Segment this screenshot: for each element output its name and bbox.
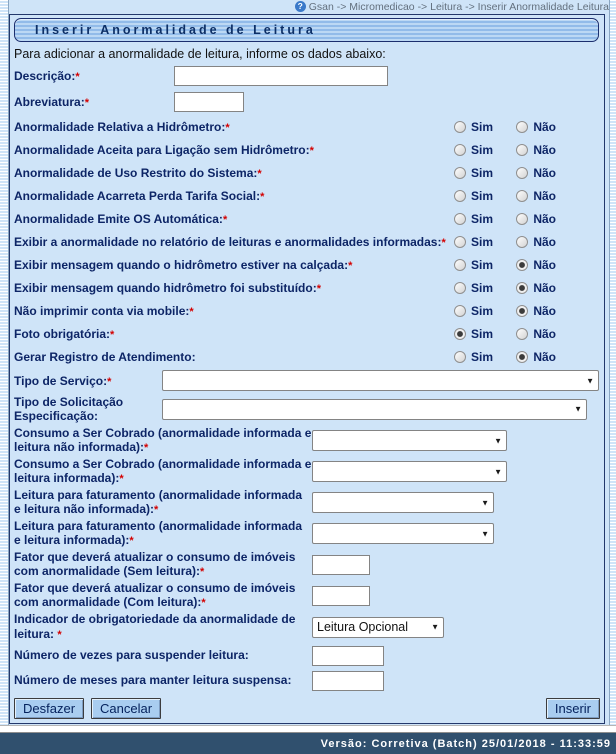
radio-nao[interactable]: Não: [516, 120, 556, 134]
radio-sim[interactable]: Sim: [454, 304, 493, 318]
field-row-consumo-informada: Consumo a Ser Cobrado (anormalidade informada e leitura informada):* ▼: [10, 456, 604, 487]
descricao-label: Descrição:*: [14, 69, 80, 83]
radio-sim[interactable]: Sim: [454, 258, 493, 272]
chevron-down-icon: [312, 492, 494, 513]
field-row-descricao: [10, 63, 604, 89]
radio-sim[interactable]: Sim: [454, 120, 493, 134]
radio-nao[interactable]: Não: [516, 327, 556, 341]
radio-nao[interactable]: Não: [516, 212, 556, 226]
radio-sim[interactable]: Sim: [454, 189, 493, 203]
tipo-servico-select[interactable]: [162, 370, 599, 391]
abreviatura-input[interactable]: [174, 92, 244, 112]
radio-row-mensagem-substituido: Exibir mensagem quando hidrômetro foi substituído:* Sim Não: [14, 280, 556, 295]
radio-group: [454, 258, 556, 272]
radio-nao[interactable]: Não: [516, 143, 556, 157]
radio-nao[interactable]: Não: [516, 166, 556, 180]
radio-sim[interactable]: Sim: [454, 350, 493, 364]
radio-row-exibir-relatorio: Exibir a anormalidade no relatório de leituras e anormalidades informadas:* Sim Não: [14, 234, 556, 249]
help-icon[interactable]: ?: [295, 1, 306, 12]
chevron-down-icon: [162, 370, 599, 391]
field-row-fator-com-leitura: Fator que deverá atualizar o consumo de imóveis com anormalidade (Com leitura):*: [10, 580, 604, 611]
cancelar-button[interactable]: Cancelar: [91, 698, 161, 719]
leitura-informada-select[interactable]: [312, 523, 494, 544]
field-row-numero-meses: Número de meses para manter leitura suspensa:: [10, 668, 604, 693]
indicador-obrigatoriedade-select[interactable]: [312, 617, 444, 638]
page-title: Inserir Anormalidade de Leitura: [14, 18, 599, 42]
radio-group: [454, 120, 556, 134]
numero-vezes-input[interactable]: [312, 646, 384, 666]
leitura-nao-informada-select[interactable]: [312, 492, 494, 513]
fator-com-leitura-input[interactable]: [312, 586, 370, 606]
numero-meses-input[interactable]: [312, 671, 384, 691]
radio-group: [454, 143, 556, 157]
radio-group: [454, 166, 556, 180]
chevron-down-icon: [162, 399, 587, 420]
radio-sim[interactable]: Sim: [454, 166, 493, 180]
radio-nao[interactable]: Não: [516, 281, 556, 295]
abreviatura-label: Abreviatura:*: [14, 95, 89, 109]
consumo-informada-select[interactable]: [312, 461, 507, 482]
field-row-tipo-servico: Tipo de Serviço:* ▼: [10, 368, 604, 393]
radio-row-mensagem-calcada: Exibir mensagem quando o hidrômetro estiver na calçada:* Sim Não: [14, 257, 556, 272]
radio-row-nao-imprimir-mobile: Não imprimir conta via mobile:* Sim Não: [14, 303, 556, 318]
descricao-input[interactable]: [174, 66, 388, 86]
field-row-fator-sem-leitura: Fator que deverá atualizar o consumo de imóveis com anormalidade (Sem leitura):*: [10, 549, 604, 580]
desfazer-button[interactable]: Desfazer: [14, 698, 84, 719]
radio-group: [454, 189, 556, 203]
field-row-consumo-nao-informada: Consumo a Ser Cobrado (anormalidade informada e leitura não informada):* ▼: [10, 425, 604, 456]
radio-row-foto-obrigatoria: Foto obrigatória:* Sim Não: [14, 326, 556, 341]
field-row-abreviatura: [10, 89, 604, 115]
radio-row-gerar-registro: Gerar Registro de Atendimento: Sim Não: [14, 349, 556, 364]
window-frame-left: [0, 0, 9, 727]
radio-sim[interactable]: Sim: [454, 281, 493, 295]
breadcrumb-path: Gsan -> Micromedicao -> Leitura -> Inserir Anormalidade Leitura: [308, 0, 609, 13]
radio-row-relativa-hidrometro: Anormalidade Relativa a Hidrômetro:* Sim Não: [14, 119, 556, 134]
form-panel: [9, 14, 605, 724]
field-row-tipo-solicitacao: Tipo de Solicitação Especificação: ▼: [10, 393, 604, 425]
chevron-down-icon: [312, 617, 444, 638]
form-intro-text: Para adicionar a anormalidade de leitura, informe os dados abaixo:: [14, 47, 386, 61]
button-bar: [10, 698, 604, 719]
radio-sim[interactable]: Sim: [454, 235, 493, 249]
window-frame-right: [609, 0, 616, 727]
field-row-indicador-obrigatoriedade: Indicador de obrigatoriedade da anormalidade de leitura: * Leitura Opcional ▼: [10, 611, 604, 643]
radio-row-emite-os: Anormalidade Emite OS Automática:* Sim Não: [14, 211, 556, 226]
footer-divider: [0, 725, 616, 733]
radio-group: [454, 350, 556, 364]
radio-group: [454, 235, 556, 249]
tipo-solicitacao-select[interactable]: [162, 399, 587, 420]
radio-sim[interactable]: Sim: [454, 143, 493, 157]
version-bar: [0, 733, 616, 754]
radio-nao[interactable]: Não: [516, 304, 556, 318]
radio-group: [454, 304, 556, 318]
radio-sim[interactable]: Sim: [454, 327, 493, 341]
version-text: Versão: Corretiva (Batch) 25/01/2018 - 11:33:59: [320, 737, 611, 750]
radio-row-perda-tarifa: Anormalidade Acarreta Perda Tarifa Social:* Sim Não: [14, 188, 556, 203]
radio-nao[interactable]: Não: [516, 189, 556, 203]
field-row-numero-vezes: Número de vezes para suspender leitura:: [10, 643, 604, 668]
radio-group: [454, 281, 556, 295]
fator-sem-leitura-input[interactable]: [312, 555, 370, 575]
chevron-down-icon: [312, 461, 507, 482]
consumo-nao-informada-select[interactable]: [312, 430, 507, 451]
radio-group: [454, 327, 556, 341]
radio-nao[interactable]: Não: [516, 235, 556, 249]
radio-nao[interactable]: Não: [516, 258, 556, 272]
radio-row-aceita-ligacao: Anormalidade Aceita para Ligação sem Hidrômetro:* Sim Não: [14, 142, 556, 157]
field-row-leitura-informada: Leitura para faturamento (anormalidade informada e leitura informada):* ▼: [10, 518, 604, 549]
breadcrumb: [9, 0, 609, 13]
field-row-leitura-nao-informada: Leitura para faturamento (anormalidade informada e leitura não informada):* ▼: [10, 487, 604, 518]
radio-group: [454, 212, 556, 226]
radio-sim[interactable]: Sim: [454, 212, 493, 226]
inserir-button[interactable]: Inserir: [546, 698, 600, 719]
chevron-down-icon: [312, 430, 507, 451]
radio-nao[interactable]: Não: [516, 350, 556, 364]
radio-row-uso-restrito: Anormalidade de Uso Restrito do Sistema:* Sim Não: [14, 165, 556, 180]
chevron-down-icon: [312, 523, 494, 544]
